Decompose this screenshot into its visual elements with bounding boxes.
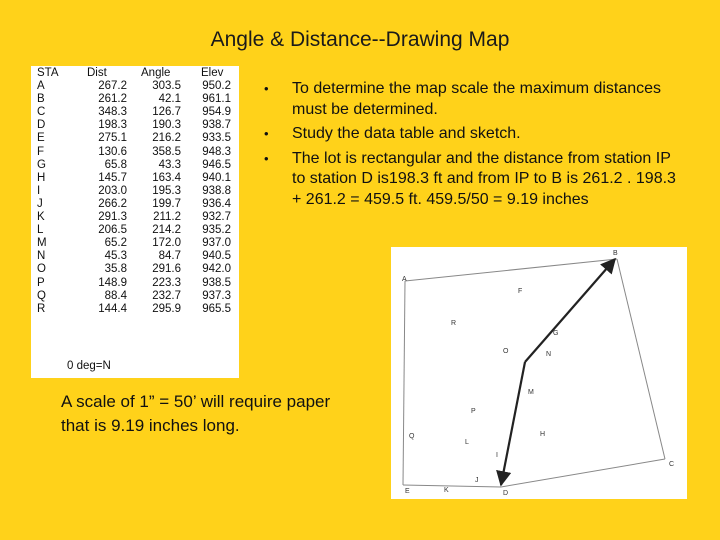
cell-dist: 348.3 [98,106,127,119]
bullet-text: To determine the map scale the maximum distances must be determined. [292,80,662,118]
bullet-text: The lot is rectangular and the distance from station IP to station D is198.3 ft and from IP to B is 261.2 . 198.3 + 261.2 = 459.5 ft. 459.5/50 = 9.19 inches [292,149,676,208]
station-label-o: O [503,348,509,355]
cell-angle: 195.3 [152,184,181,197]
cell-sta: O [37,263,46,276]
cell-angle: 216.2 [152,132,181,145]
station-label-a: A [402,276,407,283]
cell-dist: 65.2 [104,237,127,250]
table-row [35,198,231,211]
slide-title: Angle & Distance--Drawing Map [210,28,510,51]
cell-elev: 940.1 [202,171,231,184]
cell-elev: 950.2 [202,80,231,93]
sketch-map-panel [391,247,687,499]
cell-angle: 43.3 [158,158,181,171]
cell-dist: 35.8 [104,263,127,276]
lot-boundary [403,259,665,487]
cell-angle: 223.3 [152,276,181,289]
table-row [35,224,231,237]
cell-sta: E [37,132,45,145]
table-row [35,185,231,198]
cell-sta: A [37,80,45,93]
cell-elev: 932.7 [202,211,231,224]
header-dist: Dist [87,67,107,79]
station-data-table-panel [31,66,239,378]
cell-sta: N [37,250,46,263]
table-row [35,80,231,93]
cell-elev: 940.5 [202,250,231,263]
cell-elev: 942.0 [202,263,231,276]
table-header-row [35,67,231,80]
cell-dist: 130.6 [98,145,127,158]
cell-elev: 936.4 [202,197,231,210]
table-row [35,290,231,303]
cell-dist: 65.8 [104,158,127,171]
cell-dist: 198.3 [98,119,127,132]
cell-sta: L [37,224,44,237]
cell-sta: R [37,302,46,315]
table-row [35,250,231,263]
cell-dist: 144.4 [98,302,127,315]
boundary-ab [405,259,617,281]
cell-elev: 933.5 [202,132,231,145]
cell-dist: 148.9 [98,276,127,289]
bullet-marker: • [264,126,269,141]
cell-sta: D [37,119,46,132]
station-label-m: M [528,389,534,396]
cell-sta: H [37,171,46,184]
bullet-item [260,149,680,211]
cell-angle: 42.1 [158,93,181,106]
boundary-ed [403,485,501,487]
station-label-j: J [475,477,479,484]
cell-elev: 954.9 [202,106,231,119]
cell-sta: C [37,106,46,119]
cell-sta: B [37,93,45,106]
cell-sta: Q [37,289,46,302]
station-label-n: N [546,351,552,358]
station-label-f: F [518,288,523,295]
table-row [35,132,231,145]
station-labels [402,250,674,497]
cell-angle: 84.7 [158,250,181,263]
station-label-l: L [465,439,469,446]
header-sta: STA [37,67,59,79]
cell-elev: 948.3 [202,145,231,158]
bullet-text: Study the data table and sketch. [292,125,521,142]
cell-sta: P [37,276,45,289]
cell-sta: M [37,237,47,250]
station-label-e: E [405,488,410,495]
bullet-item [260,79,680,120]
table-row [35,303,231,316]
cell-sta: G [37,158,46,171]
table-row [35,146,231,159]
cell-angle: 232.7 [152,289,181,302]
bullet-item [260,124,680,145]
cell-elev: 946.5 [202,158,231,171]
cell-dist: 266.2 [98,197,127,210]
cell-dist: 45.3 [104,250,127,263]
cell-sta: F [37,145,45,158]
cell-elev: 937.3 [202,289,231,302]
table-row [35,211,231,224]
cell-elev: 937.0 [202,237,231,250]
header-angle: Angle [141,67,171,79]
station-label-d: D [503,490,509,497]
cell-dist: 275.1 [98,132,127,145]
cell-sta: K [37,211,45,224]
boundary-ae [403,281,405,485]
cell-angle: 163.4 [152,171,181,184]
bullet-marker: • [264,81,269,96]
cell-elev: 938.8 [202,184,231,197]
station-label-k: K [444,487,449,494]
table-row [35,106,231,119]
station-label-q: Q [409,433,415,440]
cell-elev: 965.5 [202,302,231,315]
cell-angle: 303.5 [152,80,181,93]
station-label-g: G [553,330,559,337]
cell-angle: 199.7 [152,197,181,210]
cell-dist: 267.2 [98,80,127,93]
table-row [35,277,231,290]
station-label-i: I [496,452,498,459]
cell-dist: 261.2 [98,93,127,106]
cell-dist: 203.0 [98,184,127,197]
station-label-h: H [540,431,546,438]
station-label-p: P [471,408,476,415]
cell-angle: 172.0 [152,237,181,250]
cell-angle: 214.2 [152,224,181,237]
bullet-marker: • [264,150,269,166]
arrow-ip-to-d [501,362,525,485]
cell-angle: 211.2 [153,211,181,224]
table-row [35,93,231,106]
table-row [35,159,231,172]
cell-elev: 961.1 [202,93,231,106]
table-row [35,172,231,185]
cell-elev: 935.2 [202,224,231,237]
table-row [35,263,231,276]
header-elev: Elev [201,67,224,79]
cell-dist: 291.3 [98,211,127,224]
cell-angle: 291.6 [152,263,181,276]
cell-elev: 938.7 [202,119,231,132]
cell-dist: 145.7 [98,171,127,184]
table-footnote: 0 deg=N [67,360,111,372]
cell-elev: 938.5 [202,276,231,289]
cell-angle: 190.3 [152,119,181,132]
table-row [35,119,231,132]
boundary-dc [501,459,665,487]
station-label-b: B [613,250,618,257]
table-row [35,237,231,250]
cell-angle: 126.7 [152,106,181,119]
cell-dist: 206.5 [98,224,127,237]
station-label-r: R [451,320,457,327]
station-data-table [35,67,231,316]
cell-dist: 88.4 [104,289,127,302]
boundary-bc [617,259,665,459]
cell-sta: J [37,197,43,210]
bullet-list [260,79,680,214]
arrow-ip-to-b [525,259,615,362]
scale-note: A scale of 1” = 50’ will require paper that is 9.19 inches long. [61,392,331,435]
cell-angle: 295.9 [152,302,181,315]
sketch-map [391,247,687,499]
cell-sta: I [37,184,41,197]
cell-angle: 358.5 [152,145,181,158]
station-label-c: C [669,461,675,468]
